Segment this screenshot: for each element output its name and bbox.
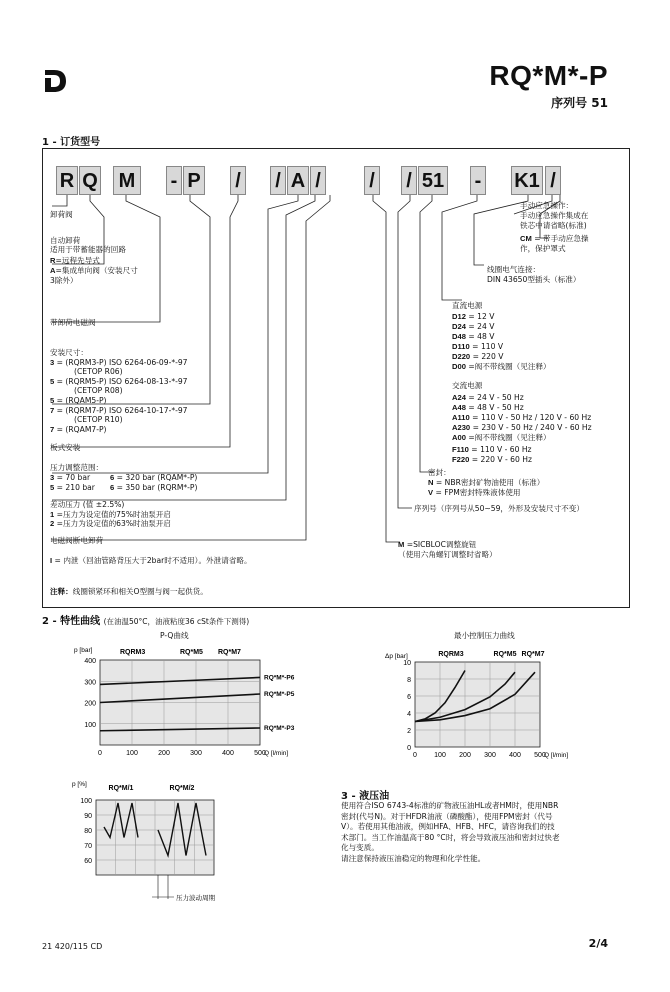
label-seal: 密封： bbox=[428, 468, 451, 477]
label-voltage: D12 = 12 V bbox=[452, 312, 495, 321]
label-manual2: 手动应急操作集成在 bbox=[520, 211, 589, 220]
y-tick-label: 0 bbox=[407, 745, 411, 752]
label-dc: 直流电源 bbox=[452, 301, 483, 310]
label-solenoid-unload: 带卸荷电磁阀 bbox=[50, 318, 96, 327]
label-coil-conn1: 线圈电气连接： bbox=[487, 265, 541, 274]
label-a2: 3除外） bbox=[50, 276, 78, 285]
x-tick-label: 400 bbox=[509, 752, 521, 759]
label-diff: 差动压力 (值 ±2.5%) bbox=[50, 500, 125, 509]
label-diff-2: 2 =压力为设定值的63%时油泵开启 bbox=[50, 519, 172, 528]
x-tick-label: 0 bbox=[98, 750, 102, 757]
x-tick-label: 300 bbox=[484, 752, 496, 759]
doc-number: 21 420/115 CD bbox=[42, 942, 103, 951]
plot-area bbox=[415, 662, 540, 747]
label-size: 7 = (RQAM7-P) bbox=[50, 425, 107, 434]
label-r: R=远程先导式 bbox=[50, 256, 100, 265]
series-label: RQ*M*-P3 bbox=[264, 725, 295, 732]
code-cell: / bbox=[310, 166, 326, 195]
label-voltage: A110 = 110 V - 50 Hz / 120 V - 60 Hz bbox=[452, 413, 592, 422]
label-drain: I = 内泄（回油管路背压大于2bar时不适用）。外泄请省略。 bbox=[50, 556, 252, 565]
y-tick-label: 100 bbox=[84, 721, 96, 729]
label-voltage: A24 = 24 V - 50 Hz bbox=[452, 393, 524, 402]
series-label: RQ*M7 bbox=[521, 651, 545, 658]
y-tick-label: 80 bbox=[84, 828, 92, 835]
series-label: RQ*M5 bbox=[493, 651, 517, 658]
label-voltage: F110 = 110 V - 60 Hz bbox=[452, 445, 532, 454]
code-cell: Q bbox=[79, 166, 101, 195]
label-coil-conn2: DIN 43650型插头（标准） bbox=[487, 275, 581, 284]
label-voltage: A48 = 48 V - 50 Hz bbox=[452, 403, 524, 412]
label-install-size: 安装尺寸： bbox=[50, 348, 88, 357]
label-size: 5 = (RQRM5-P) ISO 6264-08-13-*-97 bbox=[50, 377, 188, 386]
label-ac: 交流电源 bbox=[452, 381, 483, 390]
label-voltage: D48 = 48 V bbox=[452, 332, 495, 341]
label-pressure: 6 = 320 bar (RQAM*-P) bbox=[110, 473, 198, 482]
x-tick-label: 200 bbox=[158, 750, 170, 757]
code-cell: / bbox=[230, 166, 246, 195]
label-voltage: D220 = 220 V bbox=[452, 352, 504, 361]
pq-chart bbox=[60, 640, 300, 765]
y-tick-label: 300 bbox=[84, 679, 96, 687]
code-cell: K1 bbox=[511, 166, 543, 195]
x-axis-label: Q [l/min] bbox=[264, 750, 289, 757]
y-tick-label: 8 bbox=[407, 677, 411, 684]
label-manual3: 铁芯中请省略(标准) bbox=[520, 221, 587, 230]
y-tick-label: 10 bbox=[403, 660, 411, 667]
code-cell: M bbox=[113, 166, 141, 195]
label-size: 5 = (RQAM5-P) bbox=[50, 396, 107, 405]
label-size: 3 = (RQRM3-P) ISO 6264-06-09-*-97 bbox=[50, 358, 188, 367]
label-pressure-range: 压力调整范围： bbox=[50, 463, 104, 472]
label-knob: M =SICBLOC调整旋钮 bbox=[398, 540, 477, 549]
label-auto2: 适用于带蓄能器的回路 bbox=[50, 245, 126, 254]
page-title: RQ*M*-P bbox=[489, 60, 608, 91]
code-cell: / bbox=[364, 166, 380, 195]
label-size-cetop: (CETOP R06) bbox=[74, 367, 123, 376]
label-seal-n: N = NBR密封矿物油使用（标准） bbox=[428, 478, 545, 487]
y-tick-label: 90 bbox=[84, 813, 92, 820]
label-sol-drain: 电磁阀断电卸荷 bbox=[50, 536, 104, 545]
pq-chart-title: P-Q曲线 bbox=[160, 631, 189, 640]
label-size-cetop: (CETOP R08) bbox=[74, 386, 123, 395]
label-plate: 板式安装 bbox=[50, 443, 81, 452]
label-voltage: A00 =阀不带线圈（见注释） bbox=[452, 433, 551, 442]
series-label: RQRM3 bbox=[438, 651, 464, 658]
x-tick-label: 500 bbox=[534, 752, 546, 759]
x-tick-label: 200 bbox=[459, 752, 471, 759]
series-top-label: RQRM3 bbox=[120, 649, 146, 656]
series-label: RQ*M/2 bbox=[169, 785, 195, 792]
section1-title: 1 - 订货型号 bbox=[42, 137, 101, 148]
series-label: RQ*M/1 bbox=[108, 785, 134, 792]
label-knob2: （使用六角螺钉调整时省略） bbox=[398, 550, 497, 559]
code-cell: R bbox=[56, 166, 78, 195]
y-tick-label: 100 bbox=[80, 798, 92, 805]
y-tick-label: 6 bbox=[407, 694, 411, 701]
label-diff-1: 1 =压力为设定值的75%时油泵开启 bbox=[50, 510, 172, 519]
x-tick-label: 100 bbox=[434, 752, 446, 759]
y-tick-label: 2 bbox=[407, 728, 411, 735]
pressure-pulse-chart bbox=[60, 772, 240, 907]
fluid-text: 使用符合ISO 6743-4标准的矿物液压油HL或者HM时，使用NBR 密封(代号N)。对于HFDR油液（磷酸酯），使用FPM密封（代号 V）。若使用其他油液，例如HFA、HFB、HFC，请咨询我们的技 术部门。当工作油温高于80 °C时，将会导致液压油和密封过快老 化与变质。 请注意保持液压油稳定的物理和化学性能。 bbox=[341, 801, 560, 863]
label-voltage: D24 = 24 V bbox=[452, 322, 495, 331]
min-pressure-chart bbox=[370, 640, 569, 765]
label-auto1: 自动卸荷 bbox=[50, 236, 81, 245]
x-tick-label: 100 bbox=[126, 750, 138, 757]
label-manual1: 手动应急操作： bbox=[520, 201, 574, 210]
x-tick-label: 500 bbox=[254, 750, 266, 757]
label-size: 7 = (RQRM7-P) ISO 6264-10-17-*-97 bbox=[50, 406, 188, 415]
x-tick-label: 300 bbox=[190, 750, 202, 757]
y-axis-label: p [bar] bbox=[74, 647, 93, 654]
code-cell: / bbox=[545, 166, 561, 195]
y-tick-label: 60 bbox=[84, 858, 92, 865]
label-serial: 序列号（序列号从50~59，外形及安装尺寸不变） bbox=[414, 504, 584, 513]
section2-title: 2 - 特性曲线 (在油温50°C，油液粘度36 cSt条件下测得) bbox=[42, 616, 250, 627]
x-tick-label: 0 bbox=[413, 752, 417, 759]
code-cell: / bbox=[401, 166, 417, 195]
y-tick-label: 200 bbox=[84, 700, 96, 708]
y-tick-label: 400 bbox=[84, 658, 96, 665]
series-label: RQ*M*-P5 bbox=[264, 691, 295, 698]
label-pressure: 3 = 70 bar bbox=[50, 473, 91, 482]
code-cell: P bbox=[183, 166, 205, 195]
min-pressure-chart-title: 最小控制压力曲线 bbox=[454, 631, 515, 640]
label-cm2: 作，保护罩式 bbox=[520, 244, 566, 253]
code-cell: / bbox=[270, 166, 286, 195]
label-pressure: 6 = 350 bar (RQRM*-P) bbox=[110, 483, 198, 492]
code-cell: 51 bbox=[418, 166, 448, 195]
x-axis-label: Q [l/min] bbox=[544, 752, 569, 759]
label-pressure: 5 = 210 bar bbox=[50, 483, 95, 492]
label-size-cetop: (CETOP R10) bbox=[74, 415, 123, 424]
code-cell: - bbox=[470, 166, 486, 195]
label-note: 注释：线圈锁紧环和相关O型圈与阀一起供货。 bbox=[50, 587, 208, 596]
y-tick-label: 4 bbox=[407, 711, 411, 718]
y-axis-label: p [%] bbox=[72, 781, 87, 788]
label-a: A=集成单向阀（安装尺寸 bbox=[50, 266, 138, 275]
label-voltage: D00 =阀不带线圈（见注释） bbox=[452, 362, 551, 371]
label-voltage: F220 = 220 V - 60 Hz bbox=[452, 455, 532, 464]
series-top-label: RQ*M7 bbox=[218, 649, 241, 656]
page-number: 2/4 bbox=[588, 937, 608, 950]
x-tick-label: 400 bbox=[222, 750, 234, 757]
y-axis-label: Δp [bar] bbox=[385, 653, 408, 660]
series-number: 序列号 51 bbox=[551, 96, 608, 110]
label-unloading: 卸荷阀 bbox=[50, 210, 73, 219]
code-cell: - bbox=[166, 166, 182, 195]
label-cm: CM = 带手动应急操 bbox=[520, 234, 589, 243]
label-voltage: A230 = 230 V - 50 Hz / 240 V - 60 Hz bbox=[452, 423, 592, 432]
y-tick-label: 70 bbox=[84, 843, 92, 850]
section3-title: 3 - 液压油 bbox=[341, 791, 390, 802]
label-seal-v: V = FPM密封特殊液体使用 bbox=[428, 488, 521, 497]
pulse-period-label: 压力波动周期 bbox=[176, 895, 215, 902]
code-cell: A bbox=[287, 166, 309, 195]
series-label: RQ*M*-P6 bbox=[264, 674, 295, 682]
series-top-label: RQ*M5 bbox=[180, 649, 203, 656]
label-voltage: D110 = 110 V bbox=[452, 342, 504, 351]
